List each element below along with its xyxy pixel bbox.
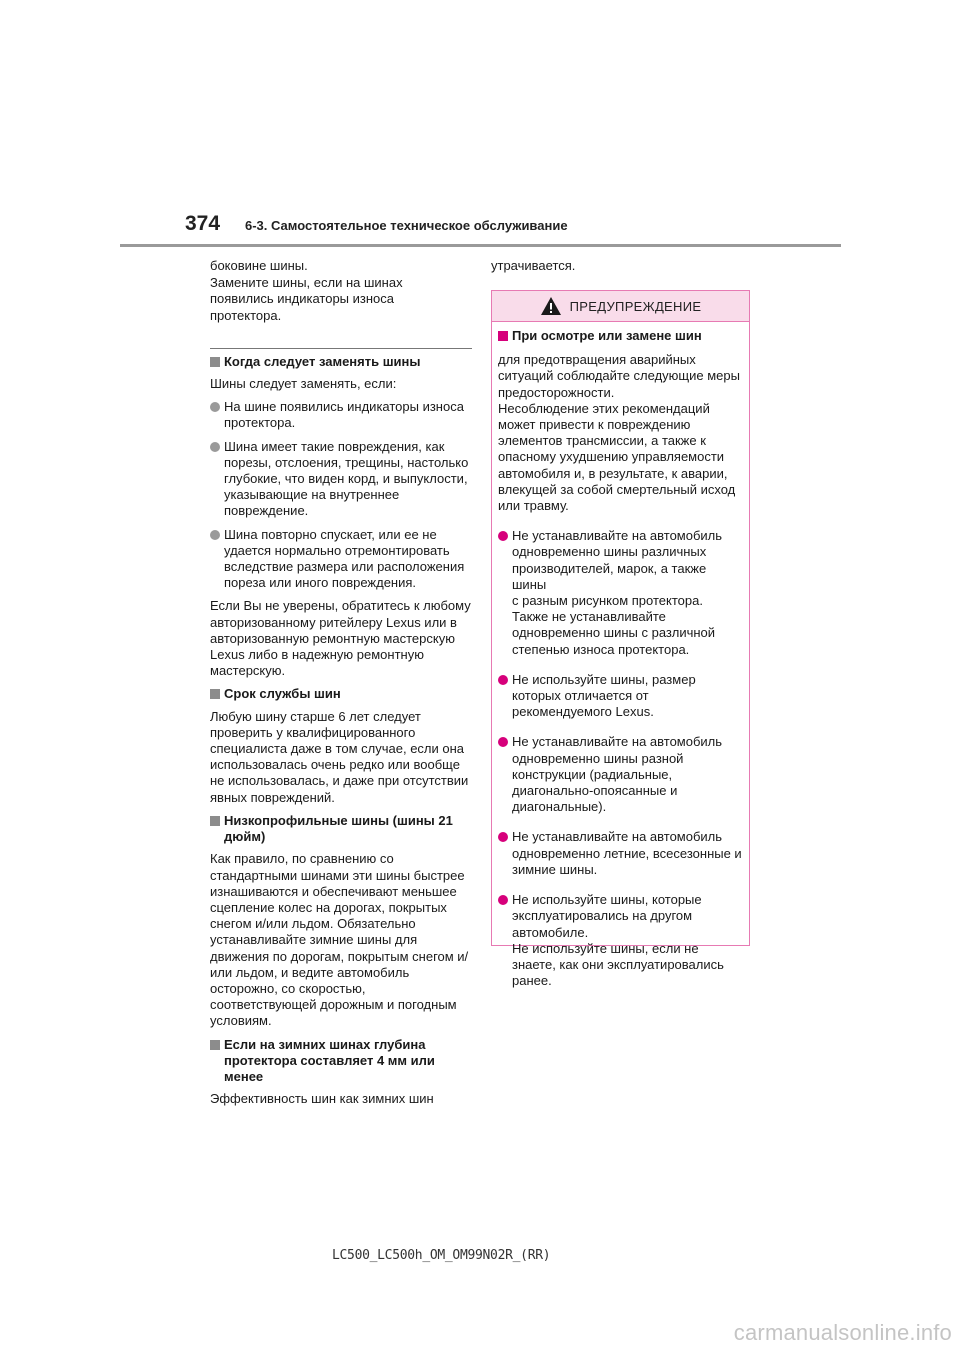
intro-paragraph: боковине шины. xyxy=(210,258,308,273)
circle-bullet-icon xyxy=(210,442,220,452)
page-number: 374 xyxy=(185,212,221,235)
circle-bullet-icon xyxy=(498,531,508,541)
square-bullet-icon xyxy=(210,816,220,826)
circle-bullet-icon xyxy=(498,675,508,685)
intro-paragraph: Замените шины, если на шинах появились индикаторы износа протектора. xyxy=(210,275,403,323)
circle-bullet-icon xyxy=(498,832,508,842)
circle-bullet-icon xyxy=(210,402,220,412)
section-heading xyxy=(210,354,472,370)
warning-list-item xyxy=(498,892,743,989)
warning-box xyxy=(491,290,750,989)
list-item xyxy=(210,439,472,520)
warning-list-item xyxy=(498,829,743,878)
warning-text: для предотвращения аварийных ситуаций соблюдайте следующие меры предосторожности. Несоблюдение этих рекомендаций может привести к повреждению элементов трансмиссии, а также к опасному ухудшению управляемости автомобиля и, в результате, к аварии, влекущей за собой смертельный исход или травму. xyxy=(498,352,740,514)
warning-list-item-text: Не устанавливайте на автомобиль одновременно шины разной конструкции (радиальные, диагонально-опоясанные и диагональные). xyxy=(512,734,723,815)
warning-list-item xyxy=(498,734,743,815)
warning-list-item-text: Не устанавливайте на автомобиль одновременно шины различных производителей, марок, а также шины с разным рисунком протектора. Также не устанавливайте одновременно шины с различной степенью износа протектора. xyxy=(512,528,723,657)
section-divider xyxy=(210,348,472,349)
warning-heading xyxy=(498,328,743,344)
warning-list-item-text: Не используйте шины, которые эксплуатировались на другом автомобиле. Не используйте шины, если не знаете, как они эксплуатировались ранее. xyxy=(512,892,724,989)
document-code: LC500_LC500h_OM_OM99N02R_(RR) xyxy=(332,1248,551,1263)
section-outro: Если Вы не уверены, обратитесь к любому авторизованному ритейлеру Lexus или в авторизованную ремонтную мастерскую Lexus либо в надежную ремонтную мастерскую. xyxy=(210,598,471,679)
section-heading-text: Когда следует заменять шины xyxy=(224,353,421,369)
warning-title: ПРЕДУПРЕЖДЕНИЕ xyxy=(569,298,702,314)
warning-header xyxy=(492,291,749,322)
square-bullet-icon xyxy=(210,689,220,699)
warning-body xyxy=(492,322,749,989)
square-bullet-icon xyxy=(498,331,508,341)
header-rule xyxy=(120,244,841,247)
warning-heading-text: При осмотре или замене шин xyxy=(512,328,702,343)
warning-list-item-text: Не используйте шины, размер которых отличается от рекомендуемого Lexus. xyxy=(512,671,696,720)
section-text: Как правило, по сравнению со стандартными шинами эти шины быстрее изнашиваются и обеспечивают меньшее сцепление колес на дорогах, покрытых снегом и/или льдом. Обязательно устанавливайте зимние шины для движения по дорогам, покрытым снегом и/ или льдом, и ведите автомобиль осторожно, со скоростью, соответствующей дорожным и погодным условиям. xyxy=(210,851,469,1029)
continuation-text: утрачивается. xyxy=(491,258,576,273)
watermark: carmanualsonline.info xyxy=(733,1320,952,1345)
section-heading-text: Срок службы шин xyxy=(224,686,341,702)
circle-bullet-icon xyxy=(498,737,508,747)
list-item-text: Шина имеет такие повреждения, как порезы, отслоения, трещины, настолько глубокие, что виден корд, и выпуклости, указывающие на внутреннее повреждение. xyxy=(224,438,469,519)
section-heading-text: Если на зимних шинах глубина протектора составляет 4 мм или менее xyxy=(224,1036,435,1084)
warning-list-item xyxy=(498,672,743,721)
section-text: Любую шину старше 6 лет следует проверить у квалифицированного специалиста даже в том случае, если она использовалась очень редко или вообще не использовалась, и даже при отсутствии явных повреждений. xyxy=(210,708,469,805)
list-item-text: Шина повторно спускает, или ее не удается нормально отремонтировать вследствие размера или расположения пореза или иного повреждения. xyxy=(224,526,465,591)
section-heading-text: Низкопрофильные шины (шины 21 дюйм) xyxy=(224,812,453,845)
circle-bullet-icon xyxy=(210,530,220,540)
square-bullet-icon xyxy=(210,357,220,367)
section-heading xyxy=(210,813,472,845)
circle-bullet-icon xyxy=(498,895,508,905)
section-heading xyxy=(210,1037,472,1086)
left-column xyxy=(210,258,472,1114)
warning-list-item xyxy=(498,528,743,658)
right-column xyxy=(491,258,753,281)
section-intro: Шины следует заменять, если: xyxy=(210,376,397,392)
section-text: Эффективность шин как зимних шин xyxy=(210,1091,434,1107)
warning-list-item-text: Не устанавливайте на автомобиль одновременно летние, всесезонные и зимние шины. xyxy=(512,829,742,877)
section-title: 6-3. Самостоятельное техническое обслуживание xyxy=(245,218,568,233)
list-item xyxy=(210,527,472,592)
warning-triangle-icon xyxy=(540,296,562,316)
list-item xyxy=(210,399,472,431)
section-heading xyxy=(210,686,472,702)
square-bullet-icon xyxy=(210,1040,220,1050)
list-item-text: На шине появились индикаторы износа протектора. xyxy=(224,399,464,431)
